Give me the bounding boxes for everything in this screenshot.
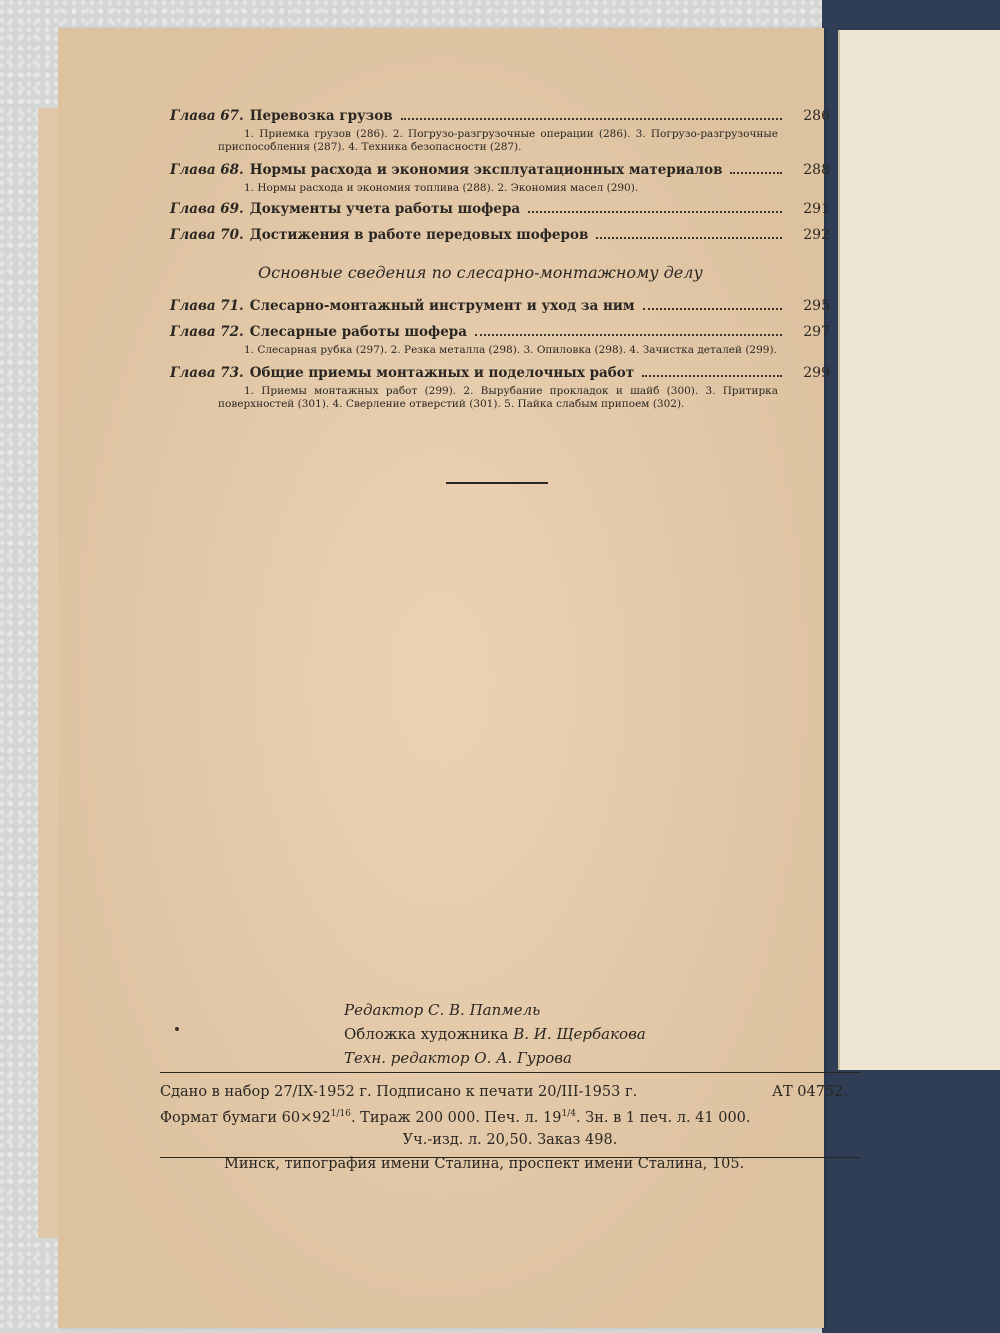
divider-rule [446, 482, 548, 484]
imprint-line-2 [160, 1103, 860, 1129]
imprint-block [160, 1072, 860, 1158]
chapter-title: Нормы расхода и экономия эксплуатационных материалов [249, 162, 723, 178]
credits-block [344, 998, 646, 1070]
toc-entry [170, 363, 830, 383]
page-number: 292 [803, 227, 830, 243]
imprint-line-1 [160, 1081, 860, 1103]
toc-entry [170, 106, 830, 126]
section-heading: Основные сведения по слесарно-монтажному делу [258, 263, 703, 282]
page-number: 295 [803, 298, 830, 314]
editor-line: Редактор С. В. Папмель [344, 1001, 541, 1019]
chapter-subsections: 1. Приемы монтажных работ (299). 2. Вырубание прокладок и шайб (300). 3. Притирка поверхностей (301). 4. Сверление отверстий (301). 5. Пайка слабым припоем (302). [218, 385, 778, 410]
chapter-title: Перевозка грузов [249, 108, 393, 124]
imprint-format-a: Формат бумаги 60×92 [160, 1109, 331, 1126]
toc-entry [170, 296, 830, 316]
imprint-dates: Сдано в набор 27/IX-1952 г. Подписано к печати 20/III-1953 г. [160, 1084, 638, 1100]
imprint-format-c: . Зн. в 1 печ. л. 41 000. [575, 1109, 751, 1126]
dot-leader [596, 237, 782, 239]
imprint-format-fraction: 1/16 [330, 1109, 351, 1119]
cover-artist-label: Обложка художника [344, 1025, 509, 1043]
chapter-label: Глава 67. [170, 108, 244, 124]
imprint-sheets-fraction: 1/4 [561, 1109, 576, 1119]
chapter-title: Слесарно-монтажный инструмент и уход за ним [249, 298, 635, 314]
toc-entry [170, 322, 830, 342]
chapter-label: Глава 68. [170, 162, 244, 178]
chapter-label: Глава 73. [170, 365, 244, 381]
imprint-format-b: . Тираж 200 000. Печ. л. 19 [350, 1109, 562, 1126]
dot-leader [642, 375, 782, 377]
printer-address: Минск, типография имени Сталина, проспект имени Сталина, 105. [224, 1156, 745, 1172]
toc-entry [170, 160, 830, 180]
cover-artist-name: В. И. Щербакова [513, 1025, 646, 1043]
dot-leader [401, 118, 782, 120]
dot-leader [528, 211, 782, 213]
table-of-contents [170, 106, 830, 417]
imprint-code: АТ 04752. [772, 1084, 848, 1100]
dot-leader [475, 334, 782, 336]
dot-leader [643, 308, 782, 310]
page-number: 288 [803, 162, 830, 178]
dot-leader [730, 172, 782, 174]
chapter-subsections: 1. Приемка грузов (286). 2. Погрузо-разгрузочные операции (286). 3. Погрузо-разгрузочные приспособления (287). 4. Техника безопасности (287). [218, 128, 778, 153]
chapter-title: Достижения в работе передовых шоферов [249, 227, 589, 243]
imprint-line-3: Уч.-изд. л. 20,50. Заказ 498. [402, 1131, 618, 1148]
chapter-subsections: 1. Нормы расхода и экономия топлива (288). 2. Экономия масел (290). [244, 182, 639, 194]
facing-endpaper [838, 30, 1000, 1070]
chapter-label: Глава 70. [170, 227, 244, 243]
chapter-label: Глава 72. [170, 324, 244, 340]
chapter-label: Глава 69. [170, 201, 244, 217]
ink-speck [175, 1027, 179, 1031]
toc-entry [170, 225, 830, 245]
toc-entry [170, 199, 830, 219]
chapter-label: Глава 71. [170, 298, 244, 314]
cover-artist-line [344, 1022, 646, 1046]
page-number: 299 [803, 365, 830, 381]
tech-editor-line: Техн. редактор О. А. Гурова [344, 1049, 572, 1067]
page-number: 291 [803, 201, 830, 217]
chapter-subsections: 1. Слесарная рубка (297). 2. Резка металла (298). 3. Опиловка (298). 4. Зачистка деталей (299). [244, 344, 777, 356]
page-number: 297 [803, 324, 830, 340]
chapter-title: Общие приемы монтажных и поделочных работ [249, 365, 635, 381]
page-number: 286 [803, 108, 830, 124]
chapter-title: Документы учета работы шофера [249, 201, 521, 217]
chapter-title: Слесарные работы шофера [249, 324, 467, 340]
